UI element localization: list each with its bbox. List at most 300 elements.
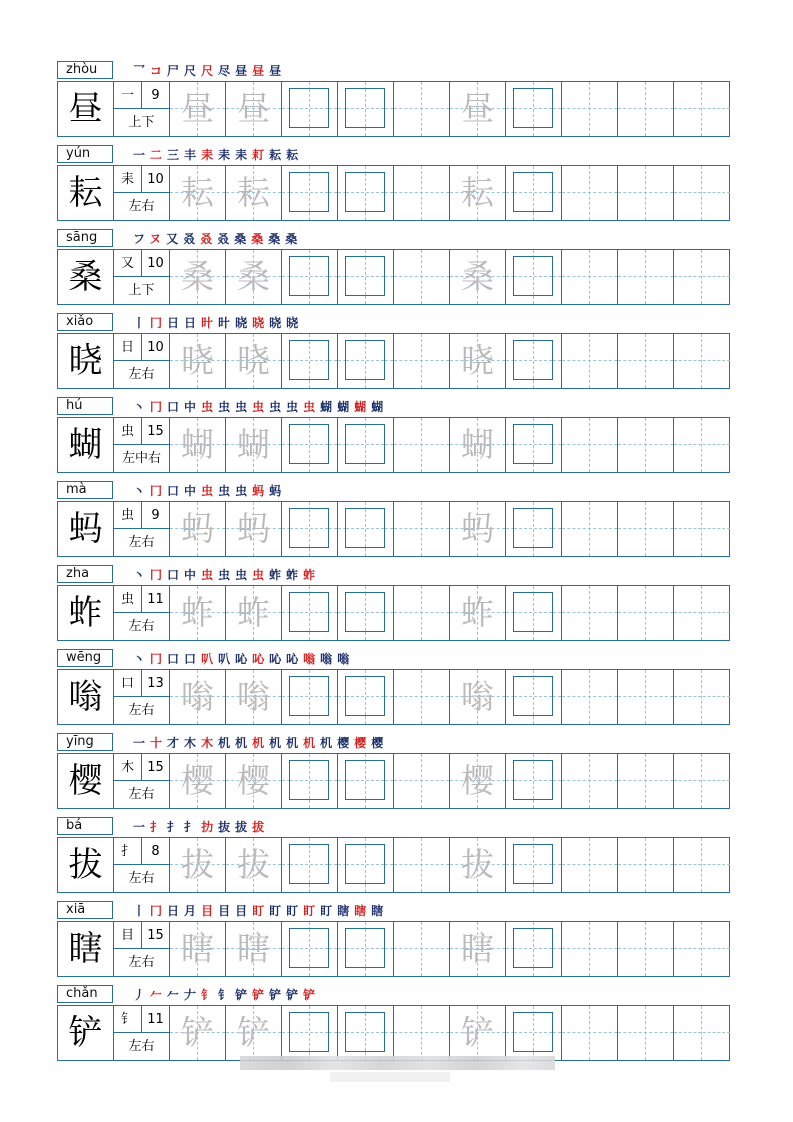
inner-box[interactable] [289,760,329,800]
blurred-footer-line [330,1072,450,1082]
practice-cell[interactable] [562,670,618,724]
practice-cell[interactable] [338,334,394,388]
practice-cell[interactable] [506,82,562,136]
inner-box[interactable] [345,256,385,296]
stroke-step: 瞎 [337,904,355,918]
stroke-step: 目 [218,904,236,918]
stroke-step: 冂 [150,316,168,330]
stroke-order [133,648,354,670]
practice-cell[interactable] [282,334,338,388]
practice-cell[interactable] [674,166,730,220]
inner-box[interactable] [345,760,385,800]
stroke-step: 十 [150,736,168,750]
inner-box[interactable] [345,676,385,716]
inner-guide-v [365,341,366,379]
inner-guide-v [309,425,310,463]
stroke-step: 桑 [268,232,286,246]
inner-box[interactable] [289,1012,329,1052]
stroke-step: 蝴 [320,400,338,414]
stroke-step: 虫 [269,400,287,414]
stroke-order [133,984,320,1006]
guide-line-h [674,528,730,529]
practice-cell[interactable] [450,334,506,388]
practice-cell[interactable] [170,586,226,640]
guide-line-v [701,502,702,556]
guide-line-h [674,1032,730,1033]
inner-box[interactable] [289,172,329,212]
trace-character: 蚱 [461,593,494,632]
stroke-step: 一 [133,148,151,162]
inner-guide-v [533,341,534,379]
inner-box[interactable] [513,676,553,716]
radical: 虫 [114,418,142,445]
stroke-step: 虫 [303,400,321,414]
inner-guide-v [365,425,366,463]
stroke-order [133,312,303,334]
stroke-step: 虫 [286,400,304,414]
stroke-step: 蚱 [303,568,321,582]
practice-cell[interactable] [338,250,394,304]
stroke-step: 蚱 [286,568,304,582]
practice-cell[interactable] [338,502,394,556]
stroke-step: 乛 [133,64,151,78]
stroke-step: 一 [133,736,151,750]
practice-cell[interactable] [394,502,450,556]
practice-cell[interactable] [394,418,450,472]
structure: 左右 [128,787,155,802]
practice-cell[interactable] [450,166,506,220]
pinyin-label: zha [57,565,113,583]
practice-cell[interactable] [226,754,282,808]
inner-guide-v [309,89,310,127]
radical: 一 [114,82,142,109]
practice-cell[interactable] [282,166,338,220]
practice-cell[interactable] [506,250,562,304]
practice-cell[interactable] [506,754,562,808]
pinyin-label: zhòu [57,61,113,79]
stroke-step: 扌 [167,820,185,834]
stroke-step: 二 [150,148,168,162]
stroke-step: 冂 [150,568,168,582]
model-character: 桑 [58,250,114,304]
model-character: 蚂 [58,502,114,556]
practice-cell[interactable] [338,670,394,724]
practice-cell[interactable] [394,754,450,808]
practice-cell[interactable] [282,250,338,304]
stroke-step: 虫 [201,484,219,498]
practice-cell[interactable] [618,922,674,976]
practice-cell[interactable] [562,502,618,556]
inner-box[interactable] [513,592,553,632]
stroke-step: 虫 [218,484,236,498]
stroke-step: 才 [167,736,185,750]
practice-cell[interactable] [394,82,450,136]
practice-cell[interactable] [338,82,394,136]
practice-cell[interactable] [282,82,338,136]
stroke-step: 又 [166,232,184,246]
stroke-step: 扌 [150,820,168,834]
pinyin-label: chǎn [57,985,113,1003]
practice-cell[interactable] [450,586,506,640]
guide-line-v [645,250,646,304]
practice-cell[interactable] [562,754,618,808]
practice-cell[interactable] [618,586,674,640]
inner-box[interactable] [289,424,329,464]
practice-cell[interactable] [674,334,730,388]
stroke-step: 盯 [320,904,338,918]
inner-box[interactable] [289,88,329,128]
practice-cell[interactable] [562,922,618,976]
character-info [114,754,170,808]
practice-cell[interactable] [674,418,730,472]
practice-cell[interactable] [282,1006,338,1060]
stroke-count: 15 [142,922,169,949]
stroke-step: 嗡 [320,652,338,666]
structure: 左右 [128,955,155,970]
pinyin-label: wēng [57,649,113,667]
practice-cell[interactable] [506,166,562,220]
practice-cell[interactable] [618,1006,674,1060]
stroke-step: 三 [167,148,185,162]
stroke-step: 扐 [201,820,219,834]
practice-cell[interactable] [618,250,674,304]
inner-box[interactable] [345,844,385,884]
practice-cell[interactable] [226,334,282,388]
practice-cell[interactable] [338,838,394,892]
trace-character: 蝴 [237,425,270,464]
practice-cell[interactable] [282,670,338,724]
character-block [0,562,793,646]
practice-cell[interactable] [618,838,674,892]
inner-box[interactable] [345,424,385,464]
practice-cell[interactable] [282,586,338,640]
inner-box[interactable] [289,844,329,884]
practice-cell[interactable] [506,1006,562,1060]
stroke-step: 尺 [184,64,202,78]
stroke-step: 铲 [252,988,270,1002]
guide-line-v [421,82,422,136]
character-info [114,502,170,556]
practice-cell[interactable] [562,838,618,892]
stroke-step: 铲 [286,988,304,1002]
practice-cell[interactable] [170,334,226,388]
stroke-step: 冂 [150,652,168,666]
inner-box[interactable] [513,172,553,212]
structure: 上下 [128,283,155,298]
practice-cell[interactable] [618,418,674,472]
practice-cell[interactable] [394,334,450,388]
stroke-step: 木 [201,736,219,750]
practice-cell[interactable] [170,250,226,304]
practice-cell[interactable] [170,502,226,556]
practice-cell[interactable] [562,82,618,136]
inner-box[interactable] [345,172,385,212]
inner-guide-v [309,929,310,967]
stroke-step: 冂 [150,904,168,918]
practice-cell[interactable] [674,754,730,808]
practice-cell[interactable] [394,250,450,304]
stroke-order [133,396,388,418]
practice-cell[interactable] [674,922,730,976]
practice-cell[interactable] [674,1006,730,1060]
stroke-step: 冂 [150,484,168,498]
stroke-order [133,228,302,250]
practice-cell[interactable] [562,586,618,640]
guide-line-v [701,670,702,724]
structure: 左右 [128,199,155,214]
inner-box[interactable] [513,340,553,380]
practice-cell[interactable] [170,166,226,220]
practice-cell[interactable] [282,754,338,808]
practice-cell[interactable] [506,502,562,556]
practice-cell[interactable] [394,670,450,724]
stroke-step: 虫 [201,400,219,414]
practice-cell[interactable] [338,166,394,220]
inner-guide-v [309,677,310,715]
model-character: 嗡 [58,670,114,724]
practice-cell[interactable] [618,82,674,136]
practice-cell[interactable] [562,166,618,220]
practice-cell[interactable] [226,670,282,724]
practice-cell[interactable] [674,670,730,724]
model-character: 蝴 [58,418,114,472]
stroke-step: 虫 [235,400,253,414]
practice-cell[interactable] [170,838,226,892]
radical: 耒 [114,166,142,193]
practice-cell[interactable] [674,82,730,136]
inner-box[interactable] [289,256,329,296]
practice-cell[interactable] [394,586,450,640]
inner-box[interactable] [345,592,385,632]
structure: 左右 [128,367,155,382]
practice-cell[interactable] [170,82,226,136]
guide-line-v [421,670,422,724]
stroke-step: 晓 [235,316,253,330]
guide-line-v [421,586,422,640]
structure: 上下 [128,115,155,130]
guide-line-v [701,418,702,472]
inner-box[interactable] [289,340,329,380]
guide-line-v [589,82,590,136]
inner-box[interactable] [289,676,329,716]
practice-cell[interactable] [338,586,394,640]
practice-cell[interactable] [450,670,506,724]
practice-cell[interactable] [338,754,394,808]
guide-line-v [645,922,646,976]
stroke-step: 叒 [200,232,218,246]
guide-line-v [645,670,646,724]
practice-cell[interactable] [226,838,282,892]
inner-guide-v [533,509,534,547]
practice-cell[interactable] [338,1006,394,1060]
practice-cell[interactable] [562,250,618,304]
practice-cell[interactable] [170,670,226,724]
practice-cell[interactable] [674,250,730,304]
stroke-step: 樱 [337,736,355,750]
inner-guide-v [365,929,366,967]
practice-cell[interactable] [450,754,506,808]
practice-cell[interactable] [506,586,562,640]
character-block [0,58,793,142]
guide-line-v [645,166,646,220]
practice-cell[interactable] [674,502,730,556]
practice-cell[interactable] [226,82,282,136]
practice-cell[interactable] [618,670,674,724]
practice-cell[interactable] [394,922,450,976]
inner-guide-v [309,1013,310,1051]
stroke-step: 蚂 [252,484,270,498]
practice-cell[interactable] [170,418,226,472]
inner-box[interactable] [289,508,329,548]
inner-guide-v [533,761,534,799]
practice-cell[interactable] [506,334,562,388]
guide-line-v [645,418,646,472]
practice-cell[interactable] [674,586,730,640]
stroke-step: 昼 [235,64,253,78]
practice-cell[interactable] [282,418,338,472]
practice-cell[interactable] [226,166,282,220]
stroke-step: 蚱 [269,568,287,582]
pinyin-label: bá [57,817,113,835]
practice-cell[interactable] [282,922,338,976]
stroke-order [133,480,286,502]
inner-guide-v [533,845,534,883]
trace-character: 桑 [181,257,214,296]
inner-box[interactable] [513,1012,553,1052]
practice-cell[interactable] [562,334,618,388]
practice-cell[interactable] [226,502,282,556]
inner-box[interactable] [289,928,329,968]
practice-cell[interactable] [506,670,562,724]
inner-guide-v [309,173,310,211]
inner-box[interactable] [513,508,553,548]
trace-character: 耘 [461,173,494,212]
stroke-step: 吣 [269,652,287,666]
practice-cell[interactable] [450,418,506,472]
practice-cell[interactable] [506,922,562,976]
radical: 虫 [114,586,142,613]
stroke-step: ヌ [149,232,167,246]
stroke-step: 虫 [235,568,253,582]
practice-cell[interactable] [450,250,506,304]
trace-character: 晓 [237,341,270,380]
stroke-step: 嗡 [337,652,355,666]
practice-cell[interactable] [450,502,506,556]
inner-box[interactable] [513,928,553,968]
stroke-step: 目 [201,904,219,918]
stroke-step: 丶 [133,400,151,414]
guide-line-v [589,670,590,724]
inner-box[interactable] [513,844,553,884]
inner-guide-v [365,257,366,295]
practice-cell[interactable] [674,838,730,892]
trace-character: 樱 [237,761,270,800]
stroke-step: 樱 [371,736,389,750]
practice-cell[interactable] [394,838,450,892]
inner-box[interactable] [289,592,329,632]
stroke-step: 钅 [201,988,219,1002]
practice-cell[interactable] [170,754,226,808]
stroke-step: 桑 [285,232,303,246]
practice-cell[interactable] [618,502,674,556]
model-character: 瞎 [58,922,114,976]
practice-cell[interactable] [506,418,562,472]
character-info [114,670,170,724]
trace-character: 蝴 [461,425,494,464]
blurred-footer [240,1056,555,1070]
stroke-step: コ [150,64,168,78]
stroke-step: 冂 [150,400,168,414]
practice-cell[interactable] [226,418,282,472]
practice-cell[interactable] [450,922,506,976]
trace-character: 嗡 [461,677,494,716]
guide-line-h [674,108,730,109]
stroke-step: 叒 [183,232,201,246]
stroke-step: 机 [320,736,338,750]
stroke-step: フ [133,232,150,246]
practice-cell[interactable] [226,586,282,640]
stroke-order [133,60,286,82]
practice-cell[interactable] [282,502,338,556]
practice-cell[interactable] [338,922,394,976]
radical: 目 [114,922,142,949]
practice-cell[interactable] [618,754,674,808]
inner-box[interactable] [345,508,385,548]
practice-cell[interactable] [506,838,562,892]
practice-cell[interactable] [170,922,226,976]
inner-box[interactable] [345,88,385,128]
guide-line-v [421,754,422,808]
guide-line-v [421,250,422,304]
stroke-count: 10 [142,166,169,193]
practice-cell[interactable] [450,838,506,892]
character-block [0,982,793,1066]
inner-box[interactable] [513,424,553,464]
practice-cell[interactable] [450,1006,506,1060]
inner-box[interactable] [345,340,385,380]
character-info [114,334,170,388]
practice-cell[interactable] [282,838,338,892]
practice-cell[interactable] [562,418,618,472]
practice-cell[interactable] [618,334,674,388]
practice-cell[interactable] [450,82,506,136]
inner-guide-v [309,341,310,379]
practice-cell[interactable] [562,1006,618,1060]
practice-cell[interactable] [394,1006,450,1060]
character-info [114,586,170,640]
practice-row [57,333,730,389]
stroke-step: 钅 [218,988,236,1002]
practice-row [57,501,730,557]
practice-cell[interactable] [394,166,450,220]
inner-box[interactable] [345,1012,385,1052]
inner-guide-v [309,593,310,631]
practice-cell[interactable] [226,1006,282,1060]
practice-cell[interactable] [338,418,394,472]
practice-cell[interactable] [226,250,282,304]
practice-cell[interactable] [618,166,674,220]
practice-cell[interactable] [226,922,282,976]
inner-box[interactable] [513,256,553,296]
inner-box[interactable] [513,88,553,128]
inner-box[interactable] [345,928,385,968]
stroke-step: 盯 [269,904,287,918]
guide-line-v [701,334,702,388]
stroke-count: 15 [142,418,169,445]
inner-box[interactable] [513,760,553,800]
practice-cell[interactable] [170,1006,226,1060]
pinyin-label: hú [57,397,113,415]
